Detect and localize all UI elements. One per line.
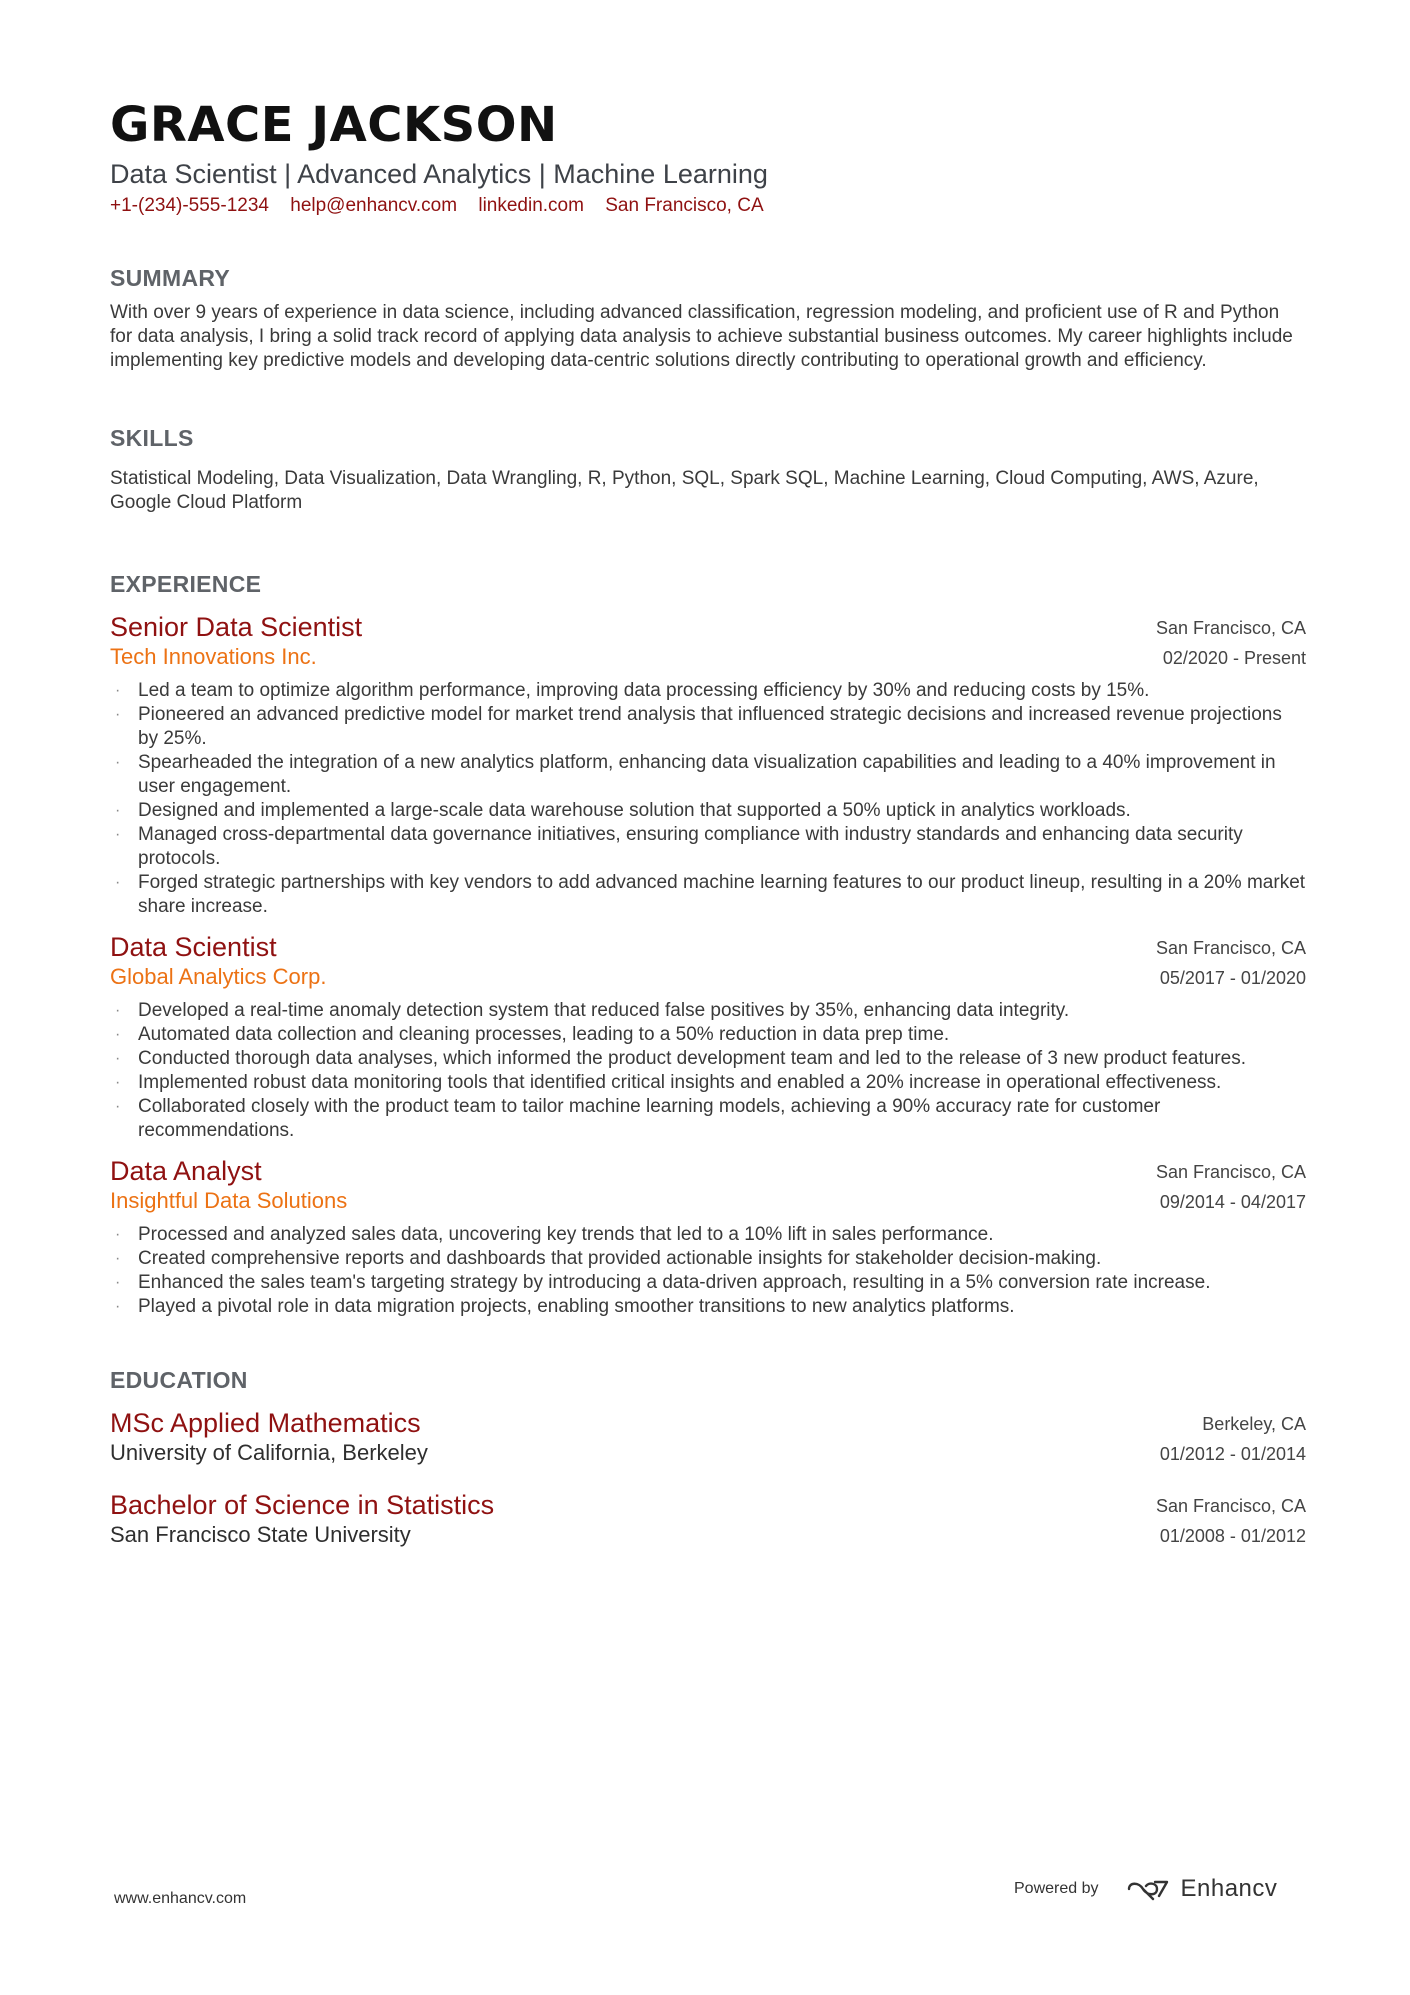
skills-text: Statistical Modeling, Data Visualization, Data Wrangling, R, Python, SQL, Spark SQL, Machine Learning, Cloud Computing, AWS, Azure, Google Cloud Platform (110, 468, 1259, 513)
list-item: · Processed and analyzed sales data, uncovering key trends that led to a 10% lift in sales performance. (115, 1224, 994, 1245)
job-location: San Francisco, CA (1155, 618, 1306, 638)
bullet-icon: · (115, 1098, 121, 1115)
skills-title: SKILLS (110, 425, 194, 451)
job-location: San Francisco, CA (1155, 938, 1306, 958)
candidate-headline: Data Scientist | Advanced Analytics | Machine Learning (110, 159, 768, 189)
job-bullets (110, 1223, 1306, 1319)
list-item: · Created comprehensive reports and dashboards that provided actionable insights for stakeholder decision-making. (115, 1248, 1102, 1269)
list-item: · Spearheaded the integration of a new analytics platform, enhancing data visualization capabilities and leading to a 40% improvement in user engagement. (115, 752, 1276, 797)
bullet-icon: · (115, 754, 121, 771)
enhancv-logo-icon (1125, 1876, 1171, 1902)
list-item: · Conducted thorough data analyses, which informed the product development team and led to the release of 3 new product features. (115, 1048, 1246, 1069)
job-company: Insightful Data Solutions (110, 1188, 348, 1213)
education-title: EDUCATION (110, 1367, 248, 1393)
education-location: San Francisco, CA (1155, 1496, 1306, 1516)
experience-entry (110, 1155, 1306, 1319)
job-role: Data Analyst (110, 1156, 262, 1186)
education-school: San Francisco State University (110, 1522, 411, 1547)
list-item: · Forged strategic partnerships with key vendors to add advanced machine learning features to our product lineup, resulting in a 20% market share increase. (115, 872, 1306, 917)
list-item: · Enhanced the sales team's targeting strategy by introducing a data-driven approach, resulting in a 5% conversion rate increase. (115, 1272, 1211, 1293)
skills-section (110, 423, 1306, 515)
resume-page (110, 95, 1306, 1551)
list-item: · Led a team to optimize algorithm performance, improving data processing efficiency by 30% and reducing costs by 15%. (115, 680, 1150, 701)
education-entry (110, 1407, 1306, 1469)
contact-line (110, 193, 1306, 219)
job-dates: 05/2017 - 01/2020 (1159, 968, 1306, 988)
job-bullets (110, 999, 1306, 1143)
bullet-icon: · (115, 1026, 121, 1043)
education-entry (110, 1489, 1306, 1551)
footer-website[interactable]: www.enhancv.com (114, 1890, 247, 1907)
experience-entry (110, 931, 1306, 1143)
experience-section (110, 569, 1306, 1319)
bullet-icon: · (115, 1274, 121, 1291)
bullet-icon: · (115, 706, 121, 723)
contact-linkedin[interactable]: linkedin.com (478, 195, 584, 216)
bullet-icon: · (115, 682, 121, 699)
candidate-name: GRACE JACKSON (110, 97, 558, 153)
bullet-icon: · (115, 1050, 121, 1067)
job-location: San Francisco, CA (1155, 1162, 1306, 1182)
job-dates: 02/2020 - Present (1162, 648, 1306, 668)
contact-location: San Francisco, CA (605, 195, 764, 216)
list-item: · Collaborated closely with the product team to tailor machine learning models, achieving a 90% accuracy rate for customer recommendations. (115, 1096, 1161, 1141)
job-dates: 09/2014 - 04/2017 (1159, 1192, 1306, 1212)
list-item: · Managed cross-departmental data governance initiatives, ensuring compliance with industry standards and enhancing data security protocols. (115, 824, 1243, 869)
list-item: · Implemented robust data monitoring tools that identified critical insights and enabled a 20% increase in operational effectiveness. (115, 1072, 1222, 1093)
job-bullets (110, 679, 1306, 919)
education-section (110, 1365, 1306, 1551)
bullet-icon: · (115, 802, 121, 819)
resume-header (110, 95, 1306, 219)
job-company: Tech Innovations Inc. (110, 644, 317, 669)
enhancv-brand-name: Enhancv (1180, 1875, 1278, 1902)
education-dates: 01/2008 - 01/2012 (1159, 1526, 1306, 1546)
contact-phone[interactable]: +1-(234)-555-1234 (110, 195, 269, 216)
footer-branding (1014, 1875, 1277, 1903)
education-degree: Bachelor of Science in Statistics (110, 1490, 495, 1520)
list-item: · Played a pivotal role in data migration projects, enabling smoother transitions to new analytics platforms. (115, 1296, 1015, 1317)
list-item: · Designed and implemented a large-scale data warehouse solution that supported a 50% uptick in analytics workloads. (115, 800, 1131, 821)
experience-entry (110, 611, 1306, 919)
list-item: · Developed a real-time anomaly detection system that reduced false positives by 35%, enhancing data integrity. (115, 1000, 1070, 1021)
summary-title: SUMMARY (110, 265, 231, 291)
summary-text: With over 9 years of experience in data science, including advanced classification, regression modeling, and proficient use of R and Python for data analysis, I bring a solid track record of applying data analysis to achieve substantial business outcomes. My career highlights include implementing key predictive models and developing data-centric solutions directly contributing to operational growth and efficiency. (110, 302, 1293, 371)
education-dates: 01/2012 - 01/2014 (1159, 1444, 1306, 1464)
bullet-icon: · (115, 1298, 121, 1315)
summary-section (110, 263, 1306, 373)
education-location: Berkeley, CA (1202, 1414, 1306, 1434)
contact-email[interactable]: help@enhancv.com (290, 195, 458, 216)
education-school: University of California, Berkeley (110, 1440, 428, 1465)
bullet-icon: · (115, 874, 121, 891)
bullet-icon: · (115, 1250, 121, 1267)
list-item: · Automated data collection and cleaning processes, leading to a 50% reduction in data prep time. (115, 1024, 950, 1045)
experience-title: EXPERIENCE (110, 571, 262, 597)
bullet-icon: · (115, 1002, 121, 1019)
education-degree: MSc Applied Mathematics (110, 1408, 421, 1438)
bullet-icon: · (115, 1074, 121, 1091)
list-item: · Pioneered an advanced predictive model for market trend analysis that influenced strategic decisions and increased revenue projections by 25%. (115, 704, 1282, 749)
job-company: Global Analytics Corp. (110, 964, 327, 989)
powered-by-label: Powered by (1014, 1880, 1099, 1897)
job-role: Data Scientist (110, 932, 277, 962)
bullet-icon: · (115, 1226, 121, 1243)
bullet-icon: · (115, 826, 121, 843)
job-role: Senior Data Scientist (110, 612, 363, 642)
